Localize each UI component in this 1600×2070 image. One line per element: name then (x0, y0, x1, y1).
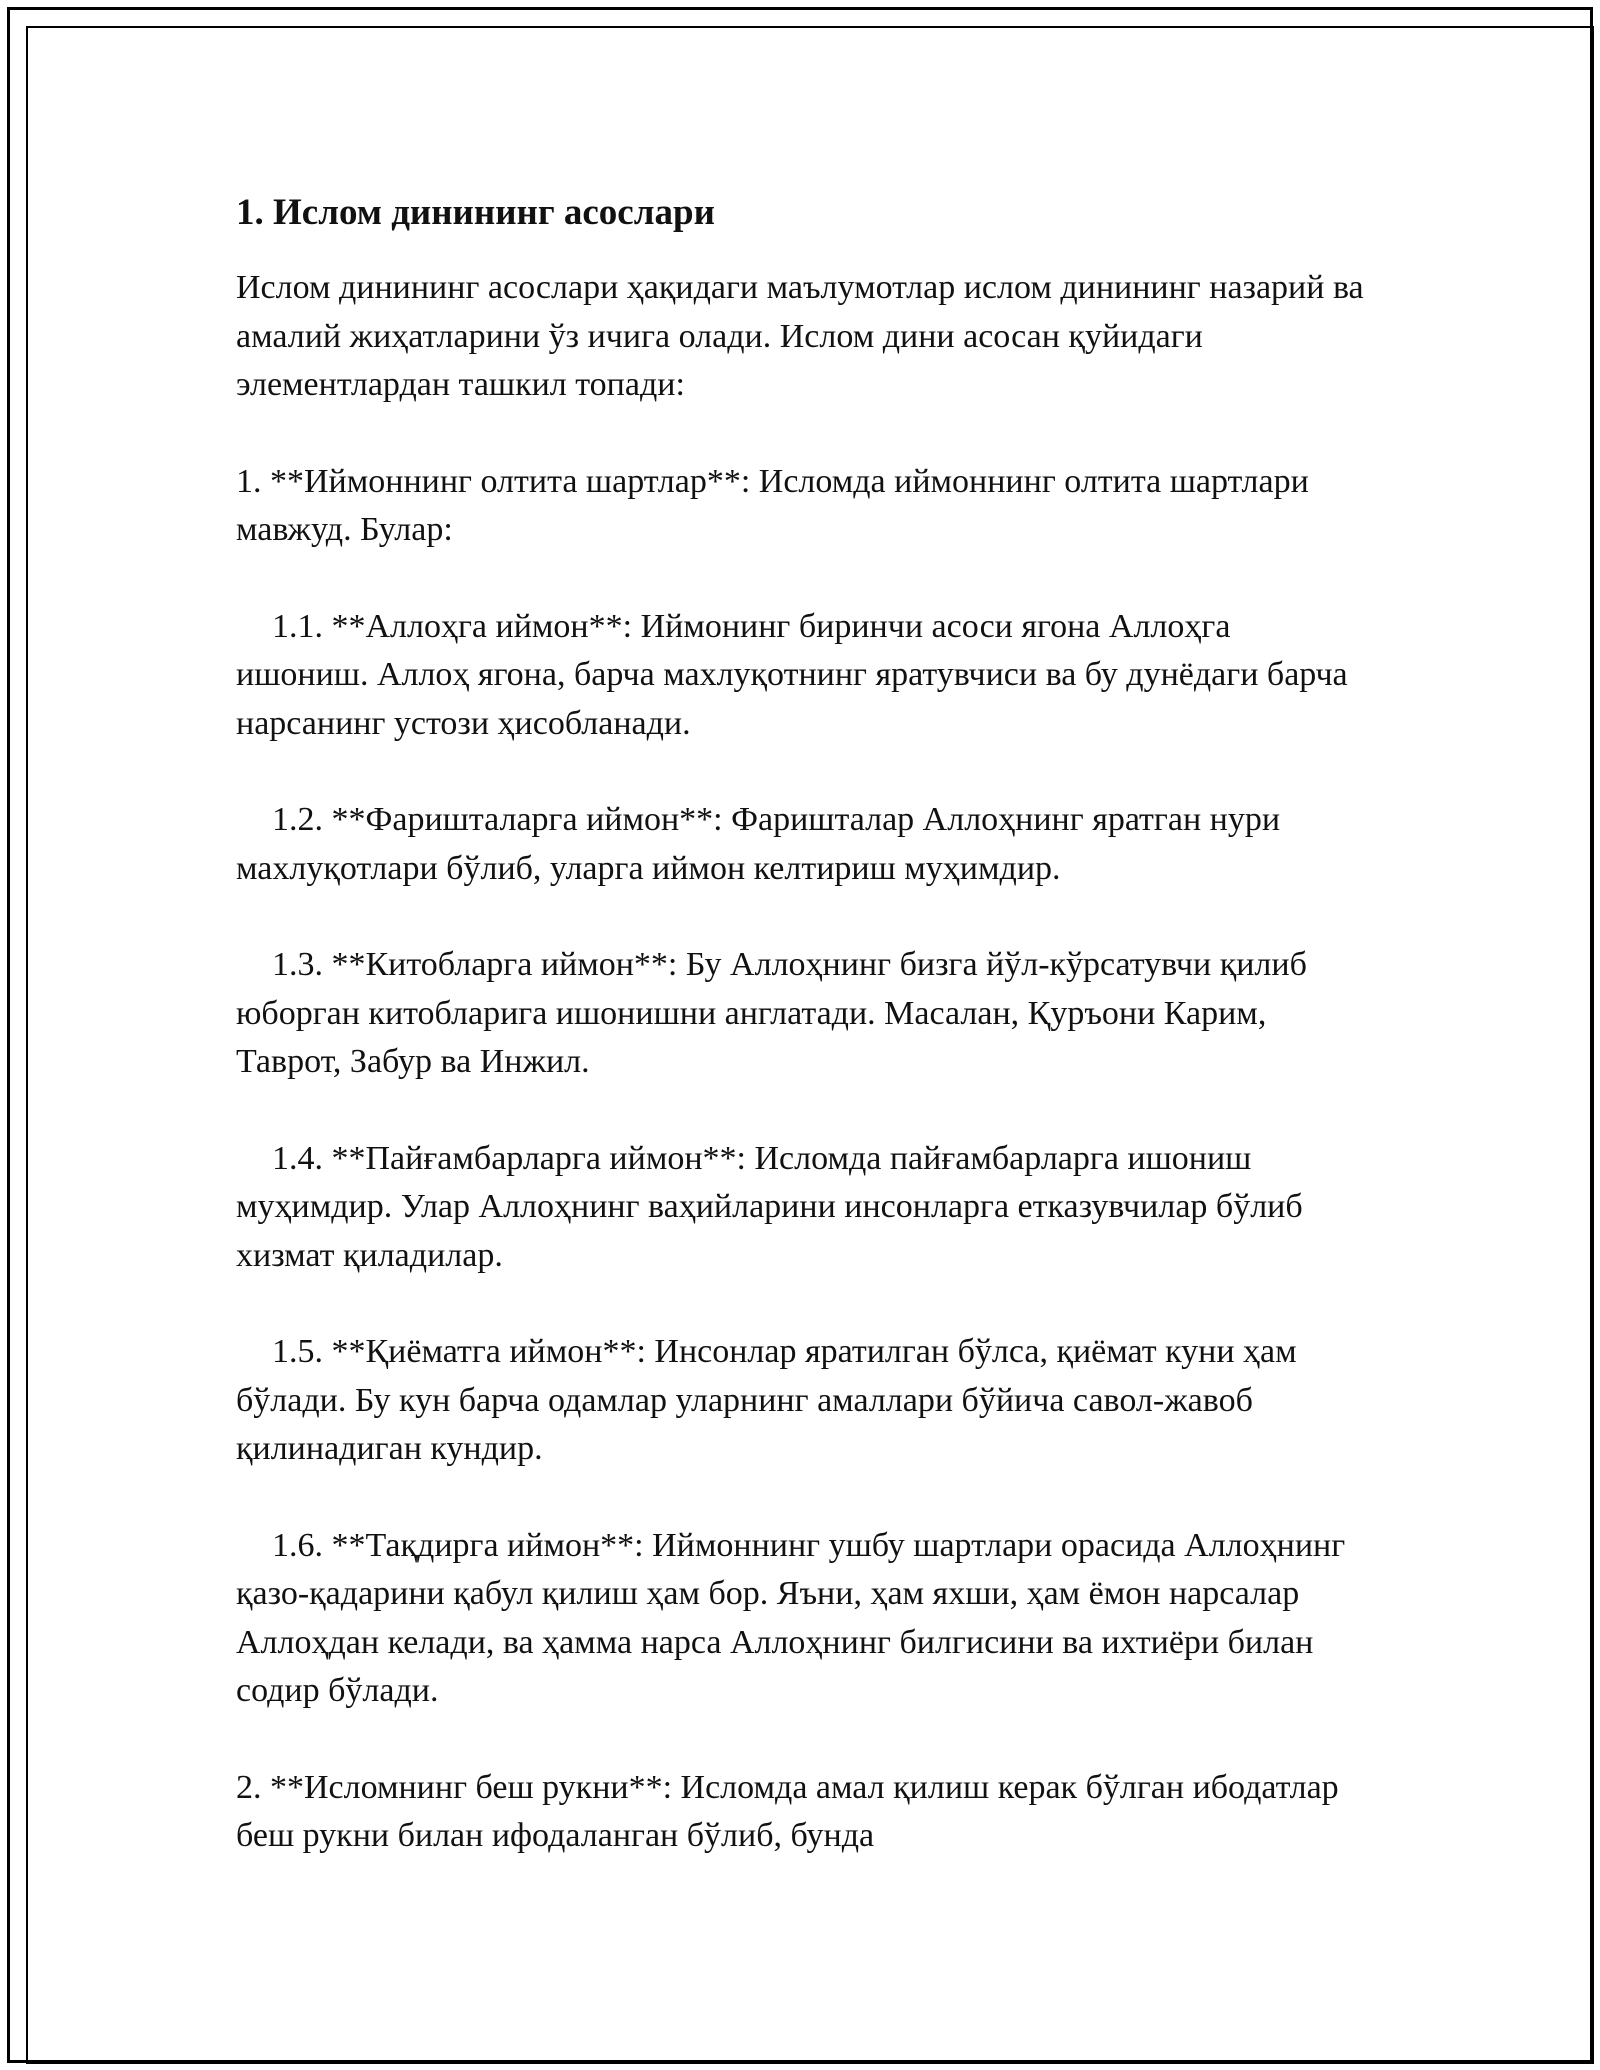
list-item-1: 1. **Иймоннинг олтита шартлар**: Исломда иймоннинг олтита шартлари мавжуд. Булар: (236, 462, 1309, 548)
sub-item-1-1: 1.1. **Аллоҳга иймон**: Иймонинг биринчи асоси ягона Аллоҳга ишониш. Аллоҳ ягона, барча махлуқотнинг яратувчиси ва бу дунёдаги барча нарсанинг устози ҳисобланади. (236, 607, 1348, 742)
intro-paragraph: Ислом динининг асослари ҳақидаги маълумотлар ислом динининг назарий ва амалий жиҳатларини ўз ичига олади. Ислом дини асосан қуйидаги элементлардан ташкил топади: (236, 269, 1364, 403)
sub-item-1-2: 1.2. **Фаришталарга иймон**: Фаришталар Аллоҳнинг яратган нури махлуқотлари бўлиб, уларга иймон келтириш муҳимдир. (236, 801, 1281, 887)
list-item-2: 2. **Исломнинг беш рукни**: Исломда амал қилиш керак бўлган ибодатлар беш рукни билан ифодаланган бўлиб, бунда (236, 1768, 1339, 1854)
sub-item-1-4: 1.4. **Пайғамбарларга иймон**: Исломда пайғамбарларга ишониш муҳимдир. Улар Аллоҳнинг ваҳийларини инсонларга етказувчилар бўлиб хизмат қиладилар. (236, 1139, 1303, 1274)
sub-item-1-6: 1.6. **Тақдирга иймон**: Иймоннинг ушбу шартлари орасида Аллоҳнинг қазо-қадарини қабул қилиш ҳам бор. Яъни, ҳам яхши, ҳам ёмон нарсалар Аллоҳдан келади, ва ҳамма нарса Аллоҳнинг билгисини ва ихтиёри билан содир бўлади. (236, 1526, 1346, 1709)
sub-item-1-5: 1.5. **Қиёматга иймон**: Инсонлар яратилган бўлса, қиёмат куни ҳам бўлади. Бу кун барча одамлар уларнинг амаллари бўйича савол-жавоб қилинадиган кундир. (236, 1333, 1297, 1467)
section-heading: 1. Ислом динининг асослари (236, 192, 715, 233)
document-body (236, 188, 1366, 1909)
sub-item-1-3: 1.3. **Китобларга иймон**: Бу Аллоҳнинг бизга йўл-кўрсатувчи қилиб юборган китобларига ишонишни англатади. Масалан, Қуръони Карим, Таврот, Забур ва Инжил. (236, 946, 1307, 1080)
